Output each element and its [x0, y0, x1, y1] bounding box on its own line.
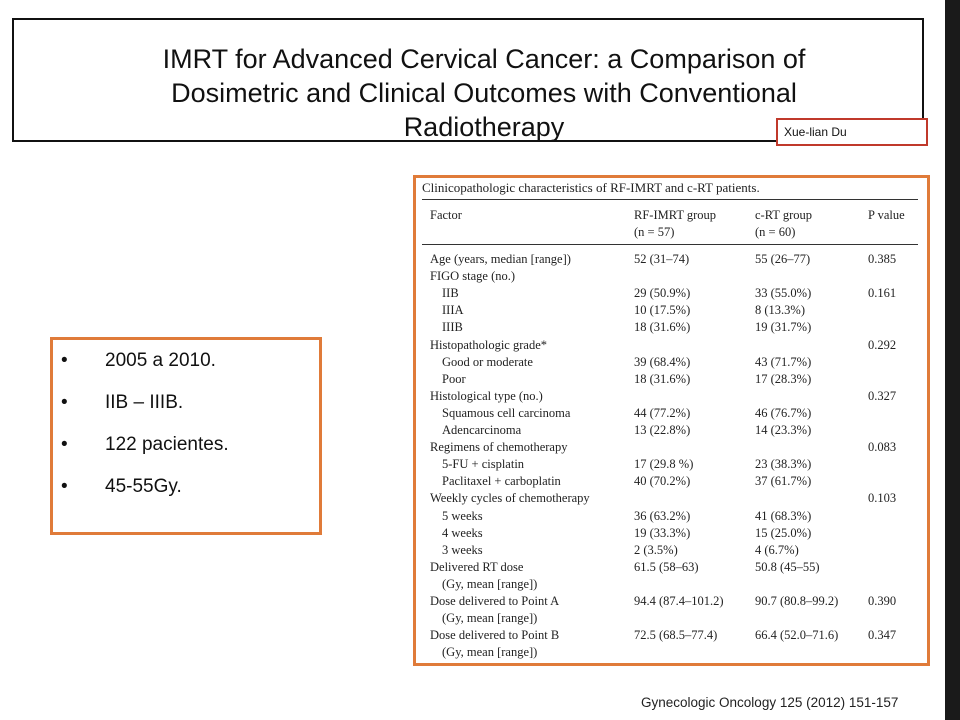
cell-factor: (Gy, mean [range]) — [442, 611, 538, 626]
cell-factor: (Gy, mean [range]) — [442, 645, 538, 660]
cell-crt: 14 (23.3%) — [755, 423, 812, 437]
cell-crt: 15 (25.0%) — [755, 525, 812, 540]
header-imrt-n: (n = 57) — [634, 225, 675, 239]
table-caption: Clinicopathologic characteristics of RF-IMRT and c-RT patients. — [422, 180, 760, 195]
cell-factor: IIIA — [442, 303, 464, 318]
cell-imrt: 52 (31–74) — [634, 252, 690, 266]
cell-crt: 17 (28.3%) — [755, 371, 812, 386]
bullet-icon: • — [61, 476, 68, 497]
cell-imrt: 61.5 (58–63) — [634, 559, 699, 574]
bullet-text: 122 pacientes. — [105, 434, 229, 455]
cell-factor: 3 weeks — [442, 542, 483, 557]
cell-factor: 4 weeks — [442, 525, 483, 540]
header-factor: Factor — [430, 208, 462, 222]
cell-factor: (Gy, mean [range]) — [442, 576, 538, 591]
cell-imrt: 44 (77.2%) — [634, 405, 691, 420]
cell-crt: 55 (26–77) — [755, 252, 811, 266]
cell-imrt: 10 (17.5%) — [634, 303, 691, 318]
cell-imrt: 94.4 (87.4–101.2) — [634, 594, 724, 608]
cell-imrt: 18 (31.6%) — [634, 320, 691, 335]
cell-factor: Good or moderate — [442, 354, 533, 369]
cell-factor: FIGO stage (no.) — [430, 269, 516, 284]
cell-imrt: 18 (31.6%) — [634, 371, 691, 386]
cell-imrt: 40 (70.2%) — [634, 474, 691, 489]
title-line: IMRT for Advanced Cervical Cancer: a Comparison of — [162, 44, 806, 74]
citation: Gynecologic Oncology 125 (2012) 151-157 — [641, 695, 899, 710]
cell-crt: 4 (6.7%) — [755, 542, 799, 557]
bullet-text: 45-55Gy. — [105, 476, 182, 497]
bullet-item — [53, 474, 319, 516]
cell-crt: 41 (68.3%) — [755, 508, 812, 523]
bullet-icon: • — [61, 392, 68, 413]
cell-factor: Age (years, median [range]) — [430, 252, 571, 266]
bullet-item — [53, 390, 319, 432]
bullet-icon: • — [61, 434, 68, 455]
table-rule-top — [422, 199, 918, 200]
cell-crt: 46 (76.7%) — [755, 405, 812, 420]
cell-factor: Dose delivered to Point B — [430, 628, 560, 643]
table-image-frame — [413, 175, 930, 666]
cell-pvalue: 0.103 — [868, 491, 897, 506]
cell-pvalue: 0.161 — [868, 286, 897, 301]
bullet-icon: • — [61, 350, 68, 371]
table-rule-header — [422, 244, 918, 245]
bullet-box — [50, 337, 322, 535]
cell-crt: 66.4 (52.0–71.6) — [755, 628, 839, 643]
header-imrt: RF-IMRT group — [634, 208, 717, 222]
bullet-item — [53, 348, 319, 390]
right-edge-bar — [945, 0, 960, 720]
cell-imrt: 13 (22.8%) — [634, 423, 691, 437]
cell-crt: 37 (61.7%) — [755, 474, 812, 489]
cell-crt: 33 (55.0%) — [755, 286, 812, 301]
title-line: Dosimetric and Clinical Outcomes with Conventional — [171, 78, 797, 108]
cell-crt: 90.7 (80.8–99.2) — [755, 594, 839, 608]
cell-factor: Histological type (no.) — [430, 388, 543, 403]
cell-factor: IIIB — [442, 320, 463, 335]
header-pvalue: P value — [868, 208, 905, 222]
cell-imrt: 72.5 (68.5–77.4) — [634, 628, 718, 643]
cell-crt: 23 (38.3%) — [755, 457, 812, 472]
bullet-item — [53, 432, 319, 474]
cell-imrt: 2 (3.5%) — [634, 542, 678, 557]
cell-crt: 8 (13.3%) — [755, 303, 805, 318]
cell-factor: Histopathologic grade* — [430, 337, 547, 352]
cell-crt: 50.8 (45–55) — [755, 559, 820, 574]
cell-factor: Regimens of chemotherapy — [430, 440, 568, 455]
cell-factor: Delivered RT dose — [430, 559, 524, 574]
title-line: Radiotherapy — [403, 112, 565, 142]
cell-crt: 19 (31.7%) — [755, 320, 812, 335]
bullet-text: 2005 a 2010. — [105, 350, 216, 371]
bullet-text: IIB – IIIB. — [105, 392, 184, 413]
cell-factor: Squamous cell carcinoma — [442, 405, 571, 420]
bullet-list — [53, 348, 319, 516]
cell-factor: 5 weeks — [442, 508, 483, 523]
cell-pvalue: 0.327 — [868, 388, 897, 403]
cell-pvalue: 0.083 — [868, 440, 897, 455]
cell-factor: IIB — [442, 286, 459, 301]
cell-imrt: 29 (50.9%) — [634, 286, 691, 301]
cell-pvalue: 0.347 — [868, 628, 897, 643]
cell-factor: Adencarcinoma — [442, 423, 522, 437]
cell-pvalue: 0.385 — [868, 252, 897, 266]
cell-imrt: 39 (68.4%) — [634, 354, 691, 369]
header-crt-n: (n = 60) — [755, 225, 796, 239]
cell-imrt: 19 (33.3%) — [634, 525, 691, 540]
cell-imrt: 36 (63.2%) — [634, 508, 691, 523]
header-crt: c-RT group — [755, 208, 812, 222]
cell-pvalue: 0.390 — [868, 594, 897, 608]
author-label: Xue-lian Du — [776, 118, 928, 146]
cell-factor: Poor — [442, 371, 466, 386]
cell-imrt: 17 (29.8 %) — [634, 457, 694, 472]
cell-factor: Weekly cycles of chemotherapy — [430, 491, 590, 506]
cell-factor: 5-FU + cisplatin — [442, 457, 525, 472]
cell-crt: 43 (71.7%) — [755, 354, 812, 369]
cell-factor: Paclitaxel + carboplatin — [442, 474, 561, 489]
cell-factor: Dose delivered to Point A — [430, 594, 560, 608]
cell-pvalue: 0.292 — [868, 337, 897, 352]
